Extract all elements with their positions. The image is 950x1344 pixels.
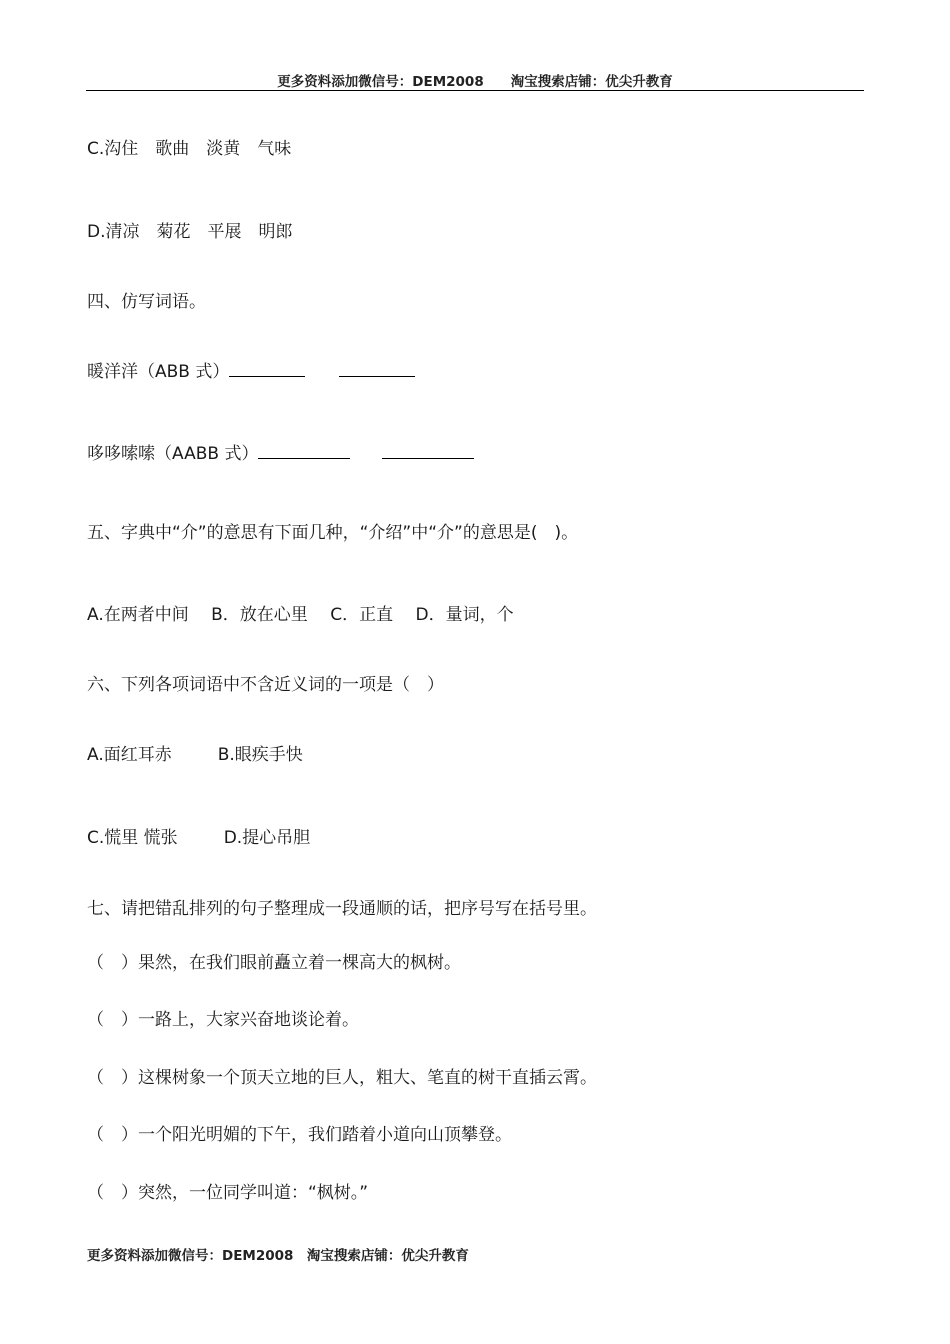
q6-options-cd bbox=[87, 827, 310, 849]
q6-option-d: D.提心吊胆 bbox=[223, 828, 311, 848]
answer-blank[interactable] bbox=[258, 440, 350, 459]
q6-option-b: B.眼疾手快 bbox=[217, 745, 303, 765]
q7-sentence: （ ）一个阳光明媚的下午，我们踏着小道向山顶攀登。 bbox=[87, 1125, 512, 1145]
answer-blank[interactable] bbox=[382, 440, 474, 459]
q7-sentence: （ ）果然，在我们眼前矗立着一棵高大的枫树。 bbox=[87, 953, 461, 973]
q4-item-abb-label: 暖洋洋（ABB 式） bbox=[87, 362, 230, 382]
q3-option-d: D.清凉 菊花 平展 明郎 bbox=[87, 222, 293, 242]
q4-item-aabb-label: 哆哆嗦嗦（AABB 式） bbox=[87, 444, 259, 464]
q5-options: A.在两者中间 B．放在心里 C．正直 D．量词，个 bbox=[87, 605, 514, 625]
page-header: 更多资料添加微信号：DEM2008 淘宝搜索店铺：优尖升教育 bbox=[277, 74, 673, 90]
q4-item-aabb bbox=[87, 440, 474, 465]
q3-option-c: C.沟住 歌曲 淡黄 气味 bbox=[87, 139, 292, 159]
q7-sentence: （ ）一路上，大家兴奋地谈论着。 bbox=[87, 1010, 359, 1030]
q6-title: 六、下列各项词语中不含近义词的一项是（ ） bbox=[87, 675, 444, 695]
answer-blank[interactable] bbox=[229, 358, 305, 377]
q7-sentence: （ ）突然，一位同学叫道：“枫树。” bbox=[87, 1183, 369, 1203]
q7-sentence: （ ）这棵树象一个顶天立地的巨人，粗大、笔直的树干直插云霄。 bbox=[87, 1068, 597, 1088]
q4-title: 四、仿写词语。 bbox=[87, 292, 206, 312]
q4-item-abb bbox=[87, 358, 415, 383]
page-footer: 更多资料添加微信号：DEM2008 淘宝搜索店铺：优尖升教育 bbox=[87, 1248, 469, 1264]
q6-option-a: A.面红耳赤 bbox=[87, 745, 172, 765]
q6-options-ab bbox=[87, 744, 303, 766]
answer-blank[interactable] bbox=[339, 358, 415, 377]
q7-title: 七、请把错乱排列的句子整理成一段通顺的话，把序号写在括号里。 bbox=[87, 899, 597, 919]
q6-option-c: C.慌里 慌张 bbox=[87, 828, 178, 848]
header-divider bbox=[86, 90, 864, 91]
q5-title: 五、字典中“介”的意思有下面几种，“介绍”中“介”的意思是( )。 bbox=[87, 523, 579, 543]
